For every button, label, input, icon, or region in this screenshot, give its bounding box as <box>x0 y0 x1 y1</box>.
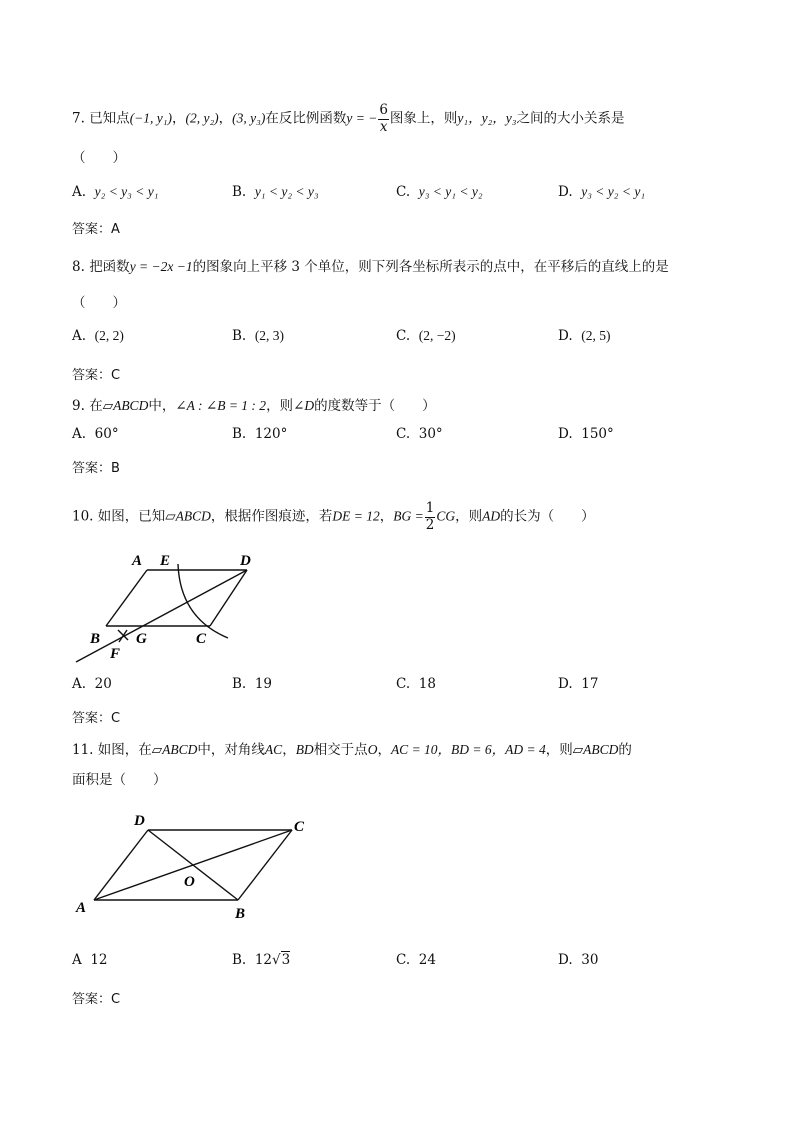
label-d: D <box>134 813 145 829</box>
parallelogram: ▱ABCD <box>572 742 619 757</box>
option-letter: D. <box>558 952 573 968</box>
question-9-stem <box>72 394 436 414</box>
option-b <box>232 184 319 200</box>
segment-ad: AD <box>482 508 501 524</box>
option-letter: B. <box>232 184 247 200</box>
construction-arc <box>178 564 228 638</box>
option-d <box>558 328 610 344</box>
bg-rhs: CG <box>436 508 456 524</box>
fraction-numerator: 6 <box>379 102 388 118</box>
point-o: O <box>367 742 378 757</box>
bisector-line <box>76 570 247 662</box>
option-letter: A. <box>72 328 87 344</box>
option-letter: B. <box>232 676 247 692</box>
option-text: (2, −2) <box>418 328 456 343</box>
option-c <box>396 184 483 200</box>
option-c <box>396 328 456 344</box>
point-1: (−1, y₁) <box>129 110 172 126</box>
option-letter: C. <box>396 184 411 200</box>
parallelogram: ▱ABCD <box>151 742 198 757</box>
stem-text: 的长为（ ） <box>500 508 595 525</box>
stem-text: 相交于点 <box>313 742 368 758</box>
answer: 答案：A <box>72 222 120 237</box>
stem-text: 图象上，则 <box>389 110 458 127</box>
variables: y₁，y₂，y₃ <box>457 110 517 126</box>
option-text: 20 <box>94 676 112 692</box>
option-text: 120° <box>254 426 288 442</box>
option-text: (2, 2) <box>94 328 124 343</box>
stem-text: 如图，已知 <box>97 508 166 525</box>
option-text: 19 <box>254 676 272 692</box>
option-letter: C. <box>396 952 411 968</box>
option-d <box>558 426 614 442</box>
option-letter: C. <box>396 426 411 442</box>
option-letter: B. <box>232 426 247 442</box>
option-letter: A. <box>72 676 87 692</box>
option-letter: D. <box>558 328 573 344</box>
label-c: C <box>294 819 305 835</box>
option-b <box>232 952 290 968</box>
option-text: y₃ < y₁ < y₂ <box>418 184 483 199</box>
point-3: (3, y₃) <box>232 110 266 126</box>
answer: 答案：B <box>72 461 120 476</box>
stem-text: 的图象向上平移 3 个单位，则下列各坐标所表示的点中，在平移后的直线上的是 <box>192 259 669 275</box>
stem-text: ，则 <box>266 398 294 414</box>
question-number: 10. <box>72 508 94 525</box>
option-letter: A <box>72 952 82 968</box>
stem-text: ，则 <box>545 742 573 758</box>
stem-text: 在 <box>89 398 103 414</box>
option-c <box>396 426 443 442</box>
fraction-denominator: 2 <box>425 516 435 533</box>
option-d <box>558 676 598 692</box>
fraction <box>425 502 436 532</box>
answer: 答案：C <box>72 992 121 1007</box>
answer-paren: （ ） <box>72 150 126 166</box>
option-text: 24 <box>418 952 436 968</box>
label-o: O <box>184 874 195 890</box>
question-number: 11. <box>72 742 94 758</box>
side-bc <box>238 830 292 900</box>
side-cd <box>210 570 247 626</box>
option-letter: D. <box>558 426 573 442</box>
option-text: 60° <box>94 426 119 442</box>
diagonal-ac: AC <box>264 742 283 757</box>
label-d: D <box>240 553 251 569</box>
parallelogram: ▱ABCD <box>102 398 149 413</box>
stem-text: 在反比例函数 <box>265 110 347 127</box>
stem-text: ，则 <box>455 508 483 525</box>
de-value: DE = 12 <box>332 508 380 524</box>
point-2: (2, y₂) <box>185 110 219 126</box>
option-letter: C. <box>396 676 411 692</box>
option-letter: A. <box>72 184 87 200</box>
label-f: F <box>110 646 121 662</box>
option-b <box>232 328 284 344</box>
stem-text: ， <box>377 742 391 758</box>
option-text: 30° <box>418 426 443 442</box>
question-10-stem: 10. 如图，已知▱ABCD，根据作图痕迹，若DE = 12，BG = $\frac{1}{2}$ CG，则AD的长为（ ） <box>72 500 595 533</box>
question-11-stem <box>72 738 632 758</box>
option-text: 18 <box>418 676 436 692</box>
label-c: C <box>196 631 207 647</box>
option-letter: B. <box>232 952 247 968</box>
option-text: 12 <box>254 952 272 968</box>
side-ab <box>106 570 147 626</box>
option-c <box>396 676 436 692</box>
question-number: 8. <box>72 259 85 275</box>
function: y = −2x −1 <box>129 259 193 274</box>
stem-text: 把函数 <box>89 259 130 275</box>
option-text: y₁ < y₂ < y₃ <box>254 184 319 199</box>
stem-text: 如图，在 <box>97 742 152 758</box>
option-letter: D. <box>558 676 573 692</box>
angle-ratio: ∠A : ∠B = 1 : 2 <box>175 398 267 413</box>
option-a <box>72 328 124 344</box>
fraction-denominator: x <box>379 118 388 135</box>
angle-d: ∠D <box>293 398 315 413</box>
option-letter: D. <box>558 184 573 200</box>
option-text: 150° <box>581 426 614 442</box>
bg-lhs: BG = <box>393 508 424 524</box>
parallelogram: ▱ABCD <box>165 508 211 524</box>
label-a: A <box>132 553 143 569</box>
stem-text: 中， <box>148 398 176 414</box>
stem-text: 已知点 <box>89 110 130 127</box>
option-text: y₂ < y₃ < y₁ <box>94 184 159 199</box>
question-11-line2: 面积是（ ） <box>72 772 167 788</box>
separator: ， <box>282 742 296 758</box>
option-text: 12 <box>90 952 108 968</box>
figure-q11 <box>72 808 322 923</box>
answer: 答案：C <box>72 711 121 726</box>
given-values: AC = 10，BD = 6，AD = 4 <box>390 742 546 757</box>
option-text: 30 <box>581 952 599 968</box>
label-e: E <box>160 553 171 569</box>
stem-text: 的 <box>618 742 632 758</box>
label-a: A <box>76 900 87 916</box>
function-lhs: y = − <box>346 110 378 126</box>
answer-paren: （ ） <box>72 295 126 311</box>
option-d <box>558 184 645 200</box>
stem-text: 之间的大小关系是 <box>516 110 625 127</box>
option-a <box>72 952 108 968</box>
fraction <box>378 104 389 134</box>
option-text: (2, 3) <box>254 328 285 343</box>
option-letter: C. <box>396 328 411 344</box>
question-8-stem <box>72 255 669 275</box>
option-a <box>72 184 158 200</box>
option-letter: B. <box>232 328 247 344</box>
option-c <box>396 952 436 968</box>
label-b: B <box>235 906 246 922</box>
stem-text: 的度数等于（ ） <box>314 398 436 414</box>
option-d <box>558 952 598 968</box>
label-b: B <box>90 631 101 647</box>
option-a <box>72 426 119 442</box>
stem-text: 中，对角线 <box>197 742 265 758</box>
fraction-numerator: 1 <box>425 500 435 516</box>
question-number: 9. <box>72 398 85 414</box>
diagonal-bd: BD <box>295 742 314 757</box>
figure-q10 <box>70 548 270 668</box>
stem-text: ，根据作图痕迹，若 <box>210 508 333 525</box>
option-letter: A. <box>72 426 87 442</box>
question-number: 7. <box>72 110 85 127</box>
question-7-stem: 7. 已知点(−1, y₁)，(2, y₂)，(3, y₃)在反比例函数y = − $\frac{6}{x}$ 图象上，则y₁，y₂，y₃之间的大小关系是 <box>72 102 625 135</box>
side-ad <box>94 830 148 900</box>
answer: 答案：C <box>72 368 121 383</box>
option-text: (2, 5) <box>581 328 611 343</box>
option-a <box>72 676 112 692</box>
sqrt-radicand: 3 <box>281 952 291 968</box>
option-b <box>232 426 287 442</box>
option-b <box>232 676 272 692</box>
sqrt-sign: √ <box>272 952 281 968</box>
option-text: y₃ < y₂ < y₁ <box>581 184 646 199</box>
label-g: G <box>136 631 147 647</box>
option-text: 17 <box>581 676 599 692</box>
